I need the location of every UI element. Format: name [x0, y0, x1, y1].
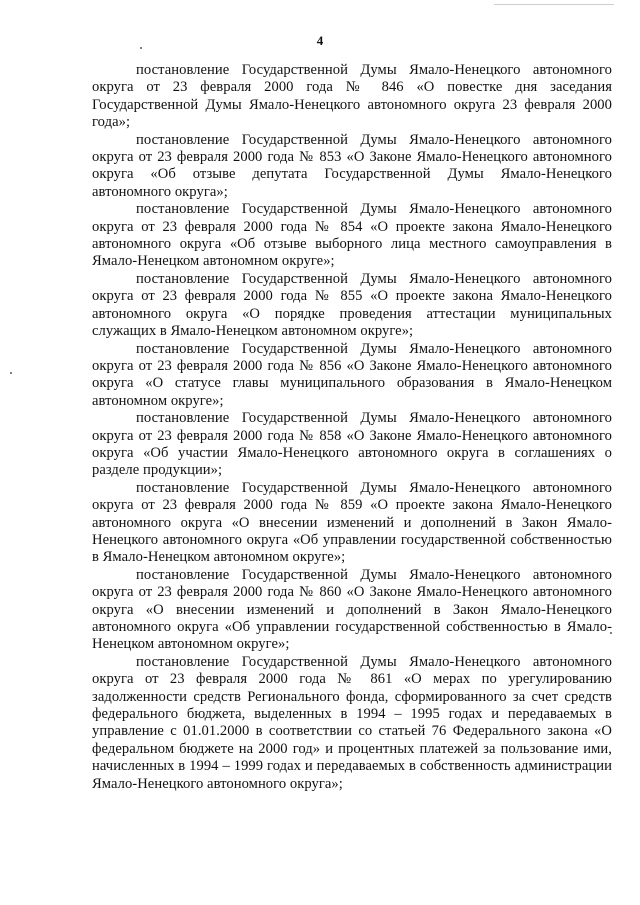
resolution-paragraph: постановление Государственной Думы Ямало-Ненецкого автономного округа от 23 февраля 2000 года № 854 «О проекте закона Ямало-Ненецкого автономного округа «Об отзыве выборного лица местного самоуправления в Ямало-Ненецком автономном округе»;	[92, 201, 612, 270]
resolution-paragraph: постановление Государственной Думы Ямало-Ненецкого автономного округа от 23 февраля 2000 года № 846 «О повестке дня заседания Государственной Думы Ямало-Ненецкого автономного округа 23 февраля 2000 года»;	[92, 62, 612, 131]
document-body	[92, 62, 612, 793]
resolution-paragraph: постановление Государственной Думы Ямало-Ненецкого автономного округа от 23 февраля 2000 года № 853 «О Законе Ямало-Ненецкого автономного округа «Об отзыве депутата Государственной Думы Ямало-Ненецкого автономного округа»;	[92, 131, 612, 200]
resolution-paragraph: постановление Государственной Думы Ямало-Ненецкого автономного округа от 23 февраля 2000 года № 858 «О Законе Ямало-Ненецкого автономного округа «Об участии Ямало-Ненецкого автономного округа в соглашениях о разделе продукции»;	[92, 410, 612, 479]
page-number: 4	[316, 33, 324, 48]
scan-speck	[10, 372, 12, 374]
scan-edge-line	[494, 4, 614, 5]
resolution-paragraph: постановление Государственной Думы Ямало-Ненецкого автономного округа от 23 февраля 2000 года № 860 «О Законе Ямало-Ненецкого автономного округа «О внесении изменений и дополнений в Закон Ямало-Ненецкого автономного округа «Об управлении государственной собственностью в Ямало-Ненецком автономном округе»;	[92, 566, 612, 653]
resolution-paragraph: постановление Государственной Думы Ямало-Ненецкого автономного округа от 23 февраля 2000 года № 859 «О проекте закона Ямало-Ненецкого автономного округа «О внесении изменений и дополнений в Закон Ямало-Ненецкого автономного округа «Об управлении государственной собственностью в Ямало-Ненецком автономном округе»;	[92, 479, 612, 566]
resolution-paragraph: постановление Государственной Думы Ямало-Ненецкого автономного округа от 23 февраля 2000 года № 861 «О мерах по урегулированию задолженности средств Регионального фонда, сформированного за счет средств федерального бюджета, выделенных в 1994 – 1995 годах и передаваемых в управление с 01.01.2000 в соответствии со статьей 76 Федерального закона «О федеральном бюджете на 2000 год» и процентных платежей за пользование ими, начисленных в 1994 – 1999 годах и передаваемых в собственность администрации Ямало-Ненецкого автономного округа»;	[92, 653, 612, 792]
resolution-paragraph: постановление Государственной Думы Ямало-Ненецкого автономного округа от 23 февраля 2000 года № 856 «О Законе Ямало-Ненецкого автономного округа «О статусе главы муниципального образования в Ямало-Ненецком автономном округе»;	[92, 340, 612, 409]
resolution-paragraph: постановление Государственной Думы Ямало-Ненецкого автономного округа от 23 февраля 2000 года № 855 «О проекте закона Ямало-Ненецкого автономного округа «О порядке проведения аттестации муниципальных служащих в Ямало-Ненецком автономном округе»;	[92, 270, 612, 340]
